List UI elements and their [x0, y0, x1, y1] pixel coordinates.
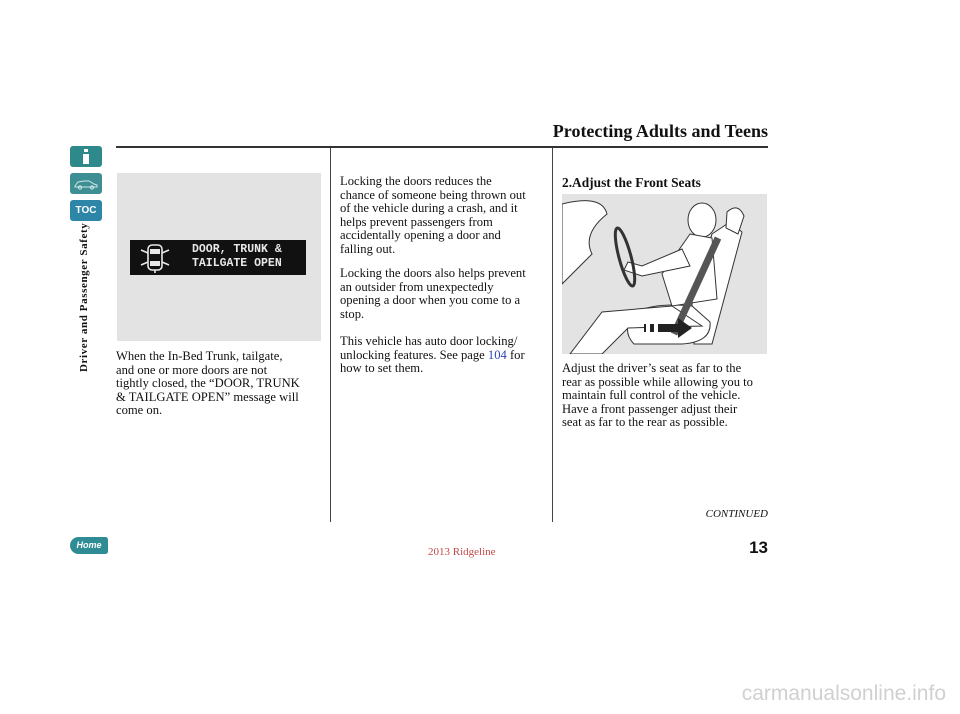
page-number: 13	[749, 538, 768, 557]
text-line: of the vehicle during a crash, and it	[340, 201, 518, 216]
toc-button[interactable]: TOC	[70, 200, 102, 221]
text-line: tightly closed, the “DOOR, TRUNK	[116, 376, 300, 391]
col2-paragraph-3	[340, 335, 550, 376]
text-line: Locking the doors reduces the	[340, 174, 492, 188]
message-line-1: DOOR, TRUNK &	[192, 243, 282, 256]
text-line: an outsider from unexpectedly	[340, 279, 494, 294]
text-line: Adjust the driver’s seat as far to the	[562, 361, 742, 375]
model-label: 2013 Ridgeline	[428, 546, 496, 558]
text-line: rear as possible while allowing you to	[562, 374, 753, 389]
header-rule	[116, 146, 768, 148]
info-icon	[82, 149, 90, 164]
text-line: and one or more doors are not	[116, 362, 268, 377]
continued-label: CONTINUED	[705, 508, 768, 520]
text-line: Locking the doors also helps prevent	[340, 266, 526, 280]
text-line: chance of someone being thrown out	[340, 187, 526, 202]
text-line: maintain full control of the vehicle.	[562, 388, 741, 403]
col1-paragraph	[116, 350, 326, 418]
door-ajar-icon	[136, 240, 176, 275]
message-display-illustration	[117, 173, 321, 341]
text-line: falling out.	[340, 241, 396, 256]
text-line: how to set them.	[340, 361, 424, 376]
text-line: seat as far to the rear as possible.	[562, 415, 728, 430]
text-line: accidentally opening a door and	[340, 228, 501, 243]
page-title: Protecting Adults and Teens	[552, 121, 768, 141]
text-line: When the In-Bed Trunk, tailgate,	[116, 349, 283, 363]
message-line-2: TAILGATE OPEN	[192, 257, 282, 270]
text-span: for	[506, 347, 525, 362]
vehicle-index-button[interactable]	[70, 173, 102, 194]
text-span: unlocking features. See page	[340, 347, 488, 362]
seated-driver-icon	[562, 194, 767, 354]
message-display	[130, 240, 306, 275]
car-icon	[70, 173, 102, 194]
column-divider	[552, 148, 553, 522]
text-line: opening a door when you come to a	[340, 293, 521, 308]
info-button[interactable]	[70, 146, 102, 167]
home-button[interactable]: Home	[70, 537, 108, 554]
text-line: Have a front passenger adjust their	[562, 401, 738, 416]
seat-adjust-illustration	[562, 194, 767, 354]
text-line: helps prevent passengers from	[340, 214, 493, 229]
text-line: This vehicle has auto door locking/	[340, 334, 518, 348]
watermark: carmanualsonline.info	[741, 682, 946, 705]
section-side-label: Driver and Passenger Safety	[78, 222, 90, 372]
text-line	[340, 349, 550, 363]
col2-paragraph-1	[340, 175, 550, 257]
text-line: stop.	[340, 306, 365, 321]
text-line: come on.	[116, 403, 163, 418]
column-divider	[330, 148, 331, 522]
page-link[interactable]: 104	[487, 347, 507, 362]
col2-paragraph-2	[340, 267, 550, 321]
message-text	[192, 243, 282, 271]
col3-paragraph	[562, 362, 772, 430]
section-heading: 2.Adjust the Front Seats	[562, 175, 701, 190]
text-line: & TAILGATE OPEN” message will	[116, 389, 299, 404]
